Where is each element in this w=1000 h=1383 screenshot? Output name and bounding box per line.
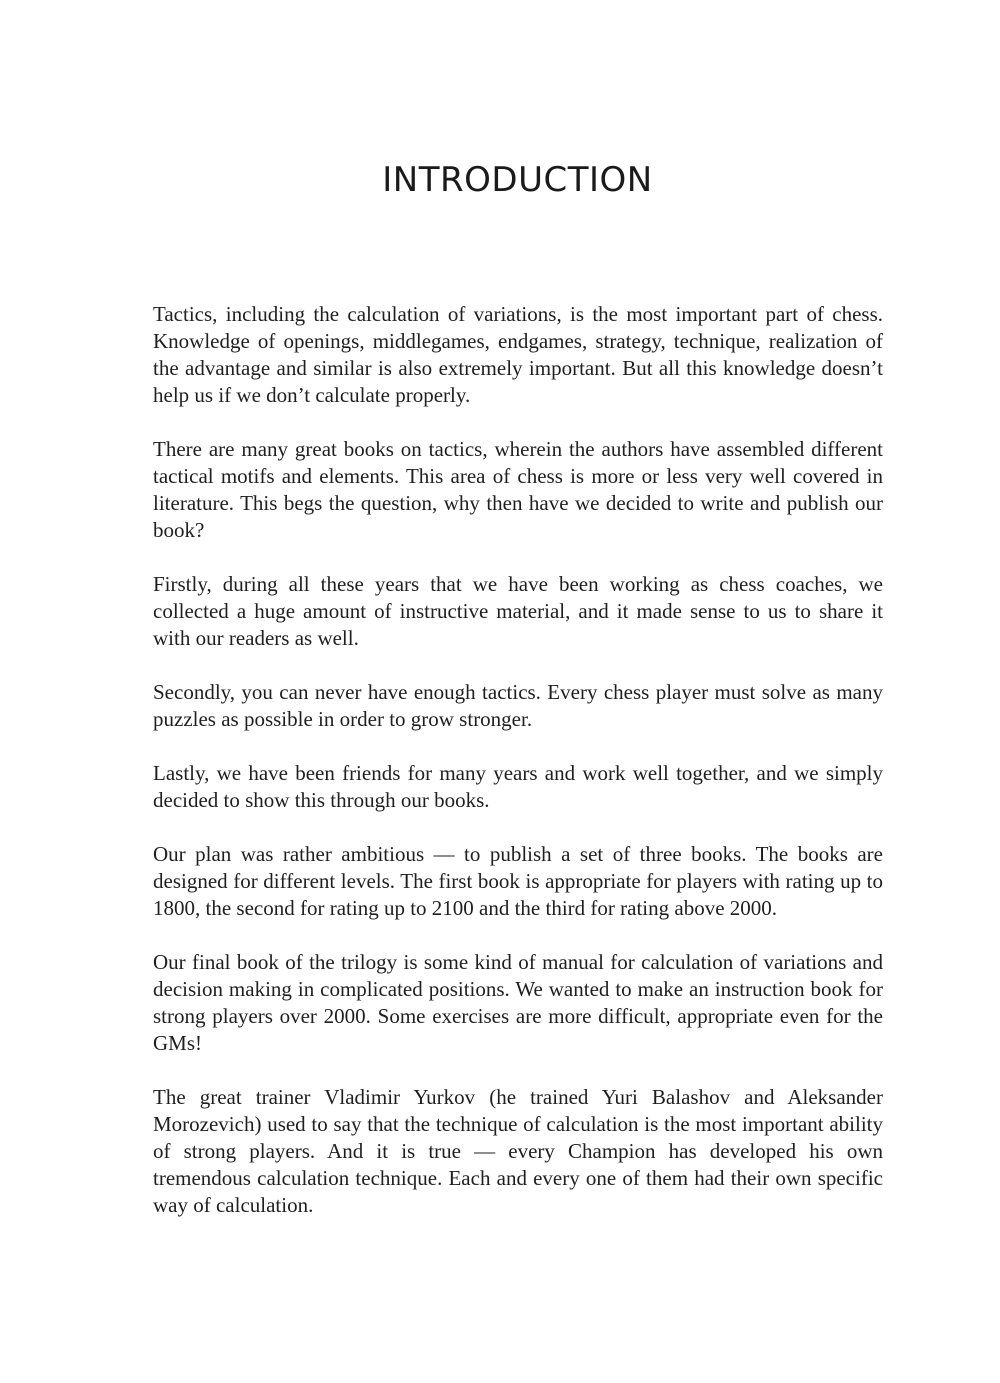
paragraph-7: Our final book of the trilogy is some kind of manual for calculation of variations and decision making in complicated positions. We wanted to make an instruction book for strong players over 2000. Some exercises are more difficult, appropriate even for the GMs!	[153, 950, 883, 1055]
paragraph-6: Our plan was rather ambitious — to publish a set of three books. The books are designed for different levels. The first book is appropriate for players with rating up to 1800, the second for rating up to 2100 and the third for rating above 2000.	[153, 842, 883, 920]
paragraph-4: Secondly, you can never have enough tactics. Every chess player must solve as many puzzles as possible in order to grow stronger.	[153, 680, 883, 731]
paragraph-3: Firstly, during all these years that we have been working as chess coaches, we collected a huge amount of instructive material, and it made sense to us to share it with our readers as well.	[153, 572, 883, 650]
paragraph-1: Tactics, including the calculation of variations, is the most important part of chess. Knowledge of openings, middlegames, endgames, strategy, technique, realization of the advantage and similar is also extremely important. But all this knowledge doesn’t help us if we don’t calculate properly.	[153, 302, 883, 407]
paragraph-8: The great trainer Vladimir Yurkov (he trained Yuri Balashov and Aleksander Morozevich) used to say that the technique of calculation is the most important ability of strong players. And it is true — every Champion has developed his own tremendous calculation technique. Each and every one of them had their own specific way of calculation.	[153, 1085, 883, 1217]
paragraph-2: There are many great books on tactics, wherein the authors have assembled different tactical motifs and elements. This area of chess is more or less very well covered in literature. This begs the question, why then have we decided to write and publish our book?	[153, 437, 883, 542]
body-text	[153, 301, 883, 1246]
paragraph-5: Lastly, we have been friends for many years and work well together, and we simply decided to show this through our books.	[153, 761, 883, 812]
page-title: INTRODUCTION	[382, 160, 653, 200]
